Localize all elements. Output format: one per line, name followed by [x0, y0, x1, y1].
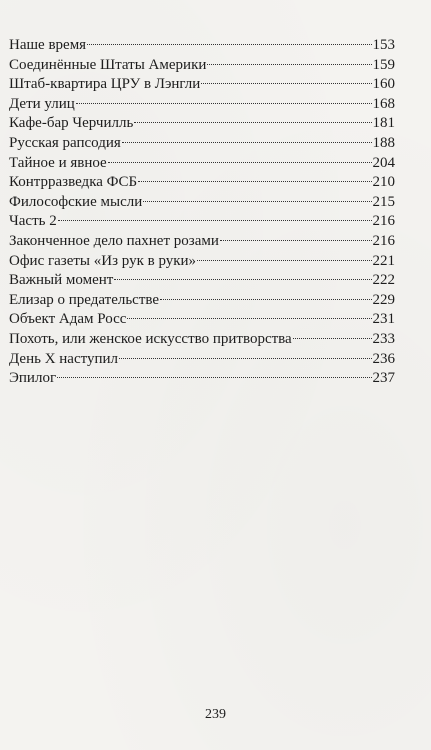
dot-leader — [201, 83, 371, 84]
toc-entry — [9, 330, 395, 350]
toc-entry-page: 231 — [372, 311, 395, 328]
toc-entry-page: 216 — [372, 213, 395, 230]
toc-entry-title: Объект Адам Росс — [9, 311, 127, 328]
toc-entry — [9, 56, 395, 76]
dot-leader — [127, 318, 371, 319]
dot-leader — [108, 162, 372, 163]
toc-entry-page: 153 — [372, 37, 395, 53]
toc-entry-title: Кафе-бар Черчилль — [9, 115, 134, 132]
dot-leader — [114, 279, 371, 280]
dot-leader — [119, 358, 371, 359]
toc-entry-page: 222 — [372, 272, 395, 289]
dot-leader — [197, 260, 371, 261]
toc-entry-page: 159 — [372, 56, 395, 73]
toc-entry-title: Офис газеты «Из рук в руки» — [9, 252, 197, 269]
toc-entry-title: День Х наступил — [9, 350, 119, 367]
toc-entry — [9, 291, 395, 311]
toc-entry-title: Соединённые Штаты Америки — [9, 56, 207, 73]
toc-entry — [9, 310, 395, 330]
dot-leader — [220, 240, 372, 241]
toc-entry-title: Русская рапсодия — [9, 134, 121, 151]
toc-entry-title: Дети улиц — [9, 95, 75, 112]
toc-entry-page: 221 — [372, 252, 395, 269]
toc-entry-page: 188 — [372, 134, 395, 151]
toc-entry — [9, 212, 395, 232]
toc-entry — [9, 369, 395, 389]
toc-entry-title: Часть 2 — [9, 213, 57, 230]
toc-entry — [9, 95, 395, 115]
toc-entry — [9, 36, 395, 56]
dot-leader — [58, 220, 372, 221]
dot-leader — [76, 103, 372, 104]
toc-entry-page: 237 — [372, 370, 395, 387]
toc-entry-page: 204 — [372, 154, 395, 171]
toc-entry-title: Важный момент — [9, 272, 114, 289]
toc-entry-title: Похоть, или женское искусство притворства — [9, 330, 292, 347]
toc-entry-page: 216 — [372, 232, 395, 249]
toc-entry — [9, 193, 395, 213]
toc-entry-page: 160 — [372, 76, 395, 93]
toc-entry-page: 233 — [372, 330, 395, 347]
toc-entry-title: Эпилог — [9, 370, 57, 387]
toc-entry-title: Елизар о предательстве — [9, 291, 160, 308]
toc-entry-title: Тайное и явное — [9, 154, 107, 171]
toc-entry — [9, 154, 395, 174]
dot-leader — [122, 142, 372, 143]
toc-entry-page: 181 — [372, 115, 395, 132]
toc-entry — [9, 252, 395, 272]
toc-entry — [9, 114, 395, 134]
dot-leader — [134, 122, 371, 123]
toc-entry — [9, 75, 395, 95]
toc-entry — [9, 350, 395, 370]
toc-entry — [9, 232, 395, 252]
dot-leader — [143, 201, 371, 202]
toc-entry-page: 168 — [372, 95, 395, 112]
toc-entry — [9, 134, 395, 154]
toc-entry-page: 210 — [372, 174, 395, 191]
toc-entry — [9, 271, 395, 291]
toc-entry-title: Контрразведка ФСБ — [9, 174, 138, 191]
toc-entry — [9, 173, 395, 193]
page-number: 239 — [205, 707, 226, 722]
dot-leader — [293, 338, 372, 339]
toc-entry-title: Философские мысли — [9, 193, 143, 210]
dot-leader — [87, 44, 371, 45]
toc-entry-title: Штаб-квартира ЦРУ в Лэнгли — [9, 76, 201, 93]
toc-entry-title: Законченное дело пахнет розами — [9, 232, 219, 249]
dot-leader — [138, 181, 371, 182]
dot-leader — [160, 299, 371, 300]
dot-leader — [207, 64, 371, 65]
toc-entry-page: 215 — [372, 193, 395, 210]
toc-entry-title: Наше время — [9, 37, 87, 53]
toc-entry-page: 229 — [372, 291, 395, 308]
dot-leader — [57, 377, 371, 378]
toc-entry-page: 236 — [372, 350, 395, 367]
table-of-contents — [9, 36, 395, 389]
